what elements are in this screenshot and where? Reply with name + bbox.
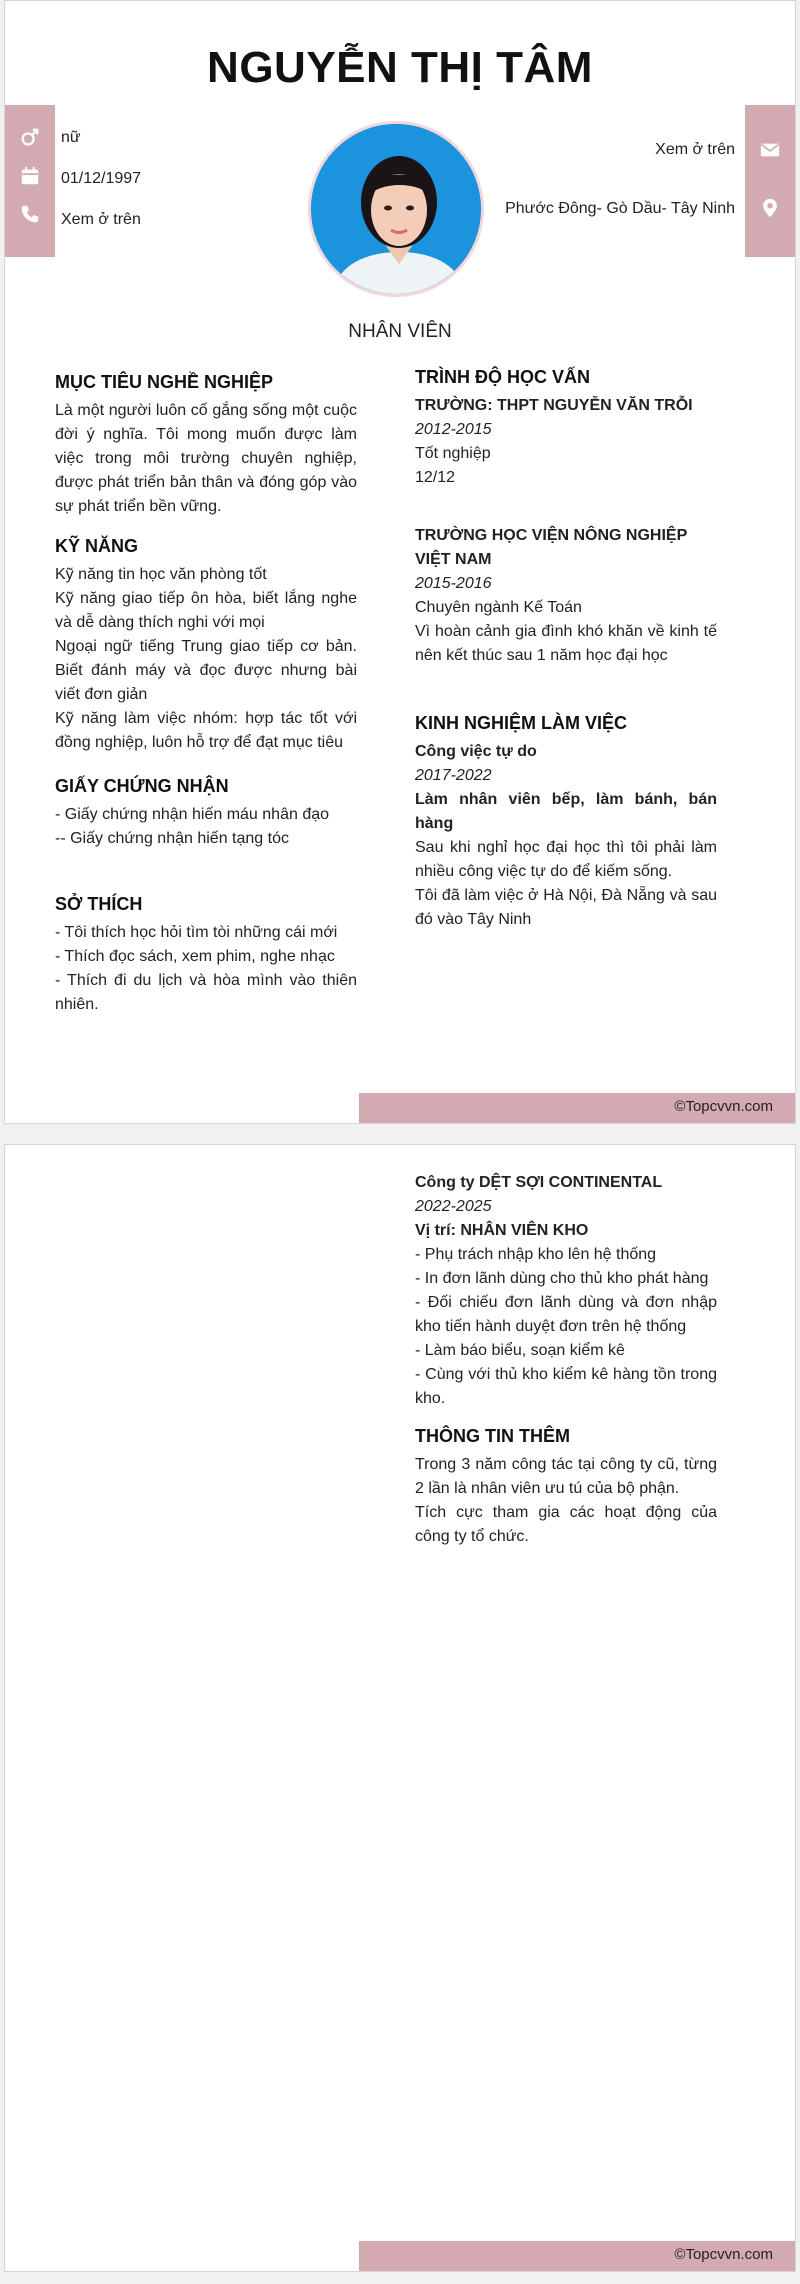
profile-photo — [308, 121, 484, 297]
education-title: TRÌNH ĐỘ HỌC VẤN — [415, 367, 590, 387]
cv-page-2 — [4, 1144, 796, 2272]
school-name: TRƯỜNG: THPT NGUYỄN VĂN TRỖI — [415, 397, 693, 414]
company-name: Công ty DỆT SỢI CONTINENTAL — [415, 1174, 663, 1191]
objective-title: MỤC TIÊU NGHỀ NGHIỆP — [55, 372, 274, 392]
objective-text: Là một người luôn cố gắng sống một cuộc đời ý nghĩa. Tôi mong muốn được làm việc trong môi trường chuyên nghiệp, được phát triển bản thân và đóng góp vào sự phát triển bền vững. — [55, 402, 357, 515]
job-detail: - Đối chiếu đơn lãnh dùng và đơn nhập kho tiến hành duyệt đơn trên hệ thống — [415, 1294, 717, 1335]
extra-info-line: Tích cực tham gia các hoạt động của công ty tổ chức. — [415, 1504, 717, 1545]
job-title: NHÂN VIÊN — [348, 321, 452, 342]
job-detail: - Làm báo biểu, soạn kiểm kê — [415, 1342, 625, 1359]
footer-brand: ©Topcvvn.com — [674, 2246, 773, 2263]
certificates-title: GIẤY CHỨNG NHẬN — [55, 776, 229, 796]
experience-continued — [415, 1171, 717, 1411]
email-value: Xem ở trên — [655, 141, 735, 158]
skill-item: Kỹ năng tin học văn phòng tốt — [55, 566, 267, 583]
school-detail: 12/12 — [415, 469, 456, 486]
hobby-item: - Thích đi du lịch và hòa mình vào thiên nhiên. — [55, 972, 357, 1013]
skill-item: Ngoại ngữ tiếng Trung giao tiếp cơ bản. Biết đánh máy và đọc được nhưng bài viết đơn giản — [55, 638, 357, 703]
job-detail: - In đơn lãnh dùng cho thủ kho phát hàng — [415, 1270, 709, 1287]
hobbies-title: SỞ THÍCH — [55, 894, 143, 914]
education-section — [415, 364, 717, 668]
experience-section — [415, 710, 717, 932]
cv-page-1 — [4, 0, 796, 1124]
school-years: 2012-2015 — [415, 421, 492, 438]
experience-title: KINH NGHIỆM LÀM VIỆC — [415, 713, 628, 733]
calendar-icon — [19, 165, 41, 187]
extra-info-title: THÔNG TIN THÊM — [415, 1426, 570, 1446]
school-detail: Tốt nghiệp — [415, 445, 491, 462]
job-years: 2022-2025 — [415, 1198, 492, 1215]
certificate-item: -- Giấy chứng nhận hiến tạng tóc — [55, 830, 289, 847]
job-detail: - Cùng với thủ kho kiểm kê hàng tồn trong kho. — [415, 1366, 717, 1407]
birthdate-value: 01/12/1997 — [61, 170, 142, 187]
skills-title: KỸ NĂNG — [55, 536, 139, 556]
job-years: 2017-2022 — [415, 767, 492, 784]
skills-section — [55, 533, 357, 755]
gender-value: nữ — [61, 129, 81, 146]
school-years: 2015-2016 — [415, 575, 492, 592]
hobby-item: - Thích đọc sách, xem phim, nghe nhạc — [55, 948, 335, 965]
footer-bar — [359, 2241, 795, 2271]
email-icon — [759, 139, 781, 161]
job-position: Vị trí: NHÂN VIÊN KHO — [415, 1222, 589, 1239]
footer-brand: ©Topcvvn.com — [674, 1098, 773, 1115]
job-position: Làm nhân viên bếp, làm bánh, bán hàng — [415, 791, 717, 832]
location-pin-icon — [759, 197, 781, 219]
phone-value: Xem ở trên — [61, 211, 141, 228]
school-name: TRƯỜNG HỌC VIỆN NÔNG NGHIỆP VIỆT NAM — [415, 527, 687, 568]
school-detail: Chuyên ngành Kế Toán — [415, 599, 582, 616]
objective-section — [55, 369, 357, 519]
footer-bar — [359, 1093, 795, 1123]
school-detail: Vì hoàn cảnh gia đình khó khăn về kinh tế nên kết thúc sau 1 năm học đại học — [415, 623, 717, 664]
contact-band-left — [5, 105, 55, 257]
candidate-name: NGUYỄN THỊ TÂM — [207, 43, 593, 92]
certificates-section — [55, 773, 357, 851]
hobby-item: - Tôi thích học hỏi tìm tòi những cái mới — [55, 924, 338, 941]
contact-band-right — [745, 105, 795, 257]
gender-icon — [19, 127, 41, 149]
extra-info-section — [415, 1423, 717, 1549]
phone-icon — [19, 203, 41, 225]
extra-info-line: Trong 3 năm công tác tại công ty cũ, từng 2 lần là nhân viên ưu tú của bộ phận. — [415, 1456, 717, 1497]
address-value: Phước Đông- Gò Dầu- Tây Ninh — [505, 200, 735, 217]
job-detail: - Phụ trách nhập kho lên hệ thống — [415, 1246, 657, 1263]
job-detail: Sau khi nghỉ học đại học thì tôi phải làm nhiều công việc tự do để kiếm sống. — [415, 839, 717, 880]
certificate-item: - Giấy chứng nhận hiến máu nhân đạo — [55, 806, 330, 823]
company-name: Công việc tự do — [415, 743, 537, 760]
portrait-image — [311, 124, 484, 297]
skill-item: Kỹ năng giao tiếp ôn hòa, biết lắng nghe và dễ dàng thích nghi với mọi — [55, 590, 357, 631]
hobbies-section — [55, 891, 357, 1017]
job-detail: Tôi đã làm việc ở Hà Nội, Đà Nẵng và sau đó vào Tây Ninh — [415, 887, 717, 928]
skill-item: Kỹ năng làm việc nhóm: hợp tác tốt với đồng nghiệp, luôn hỗ trợ để đạt mục tiêu — [55, 710, 357, 751]
